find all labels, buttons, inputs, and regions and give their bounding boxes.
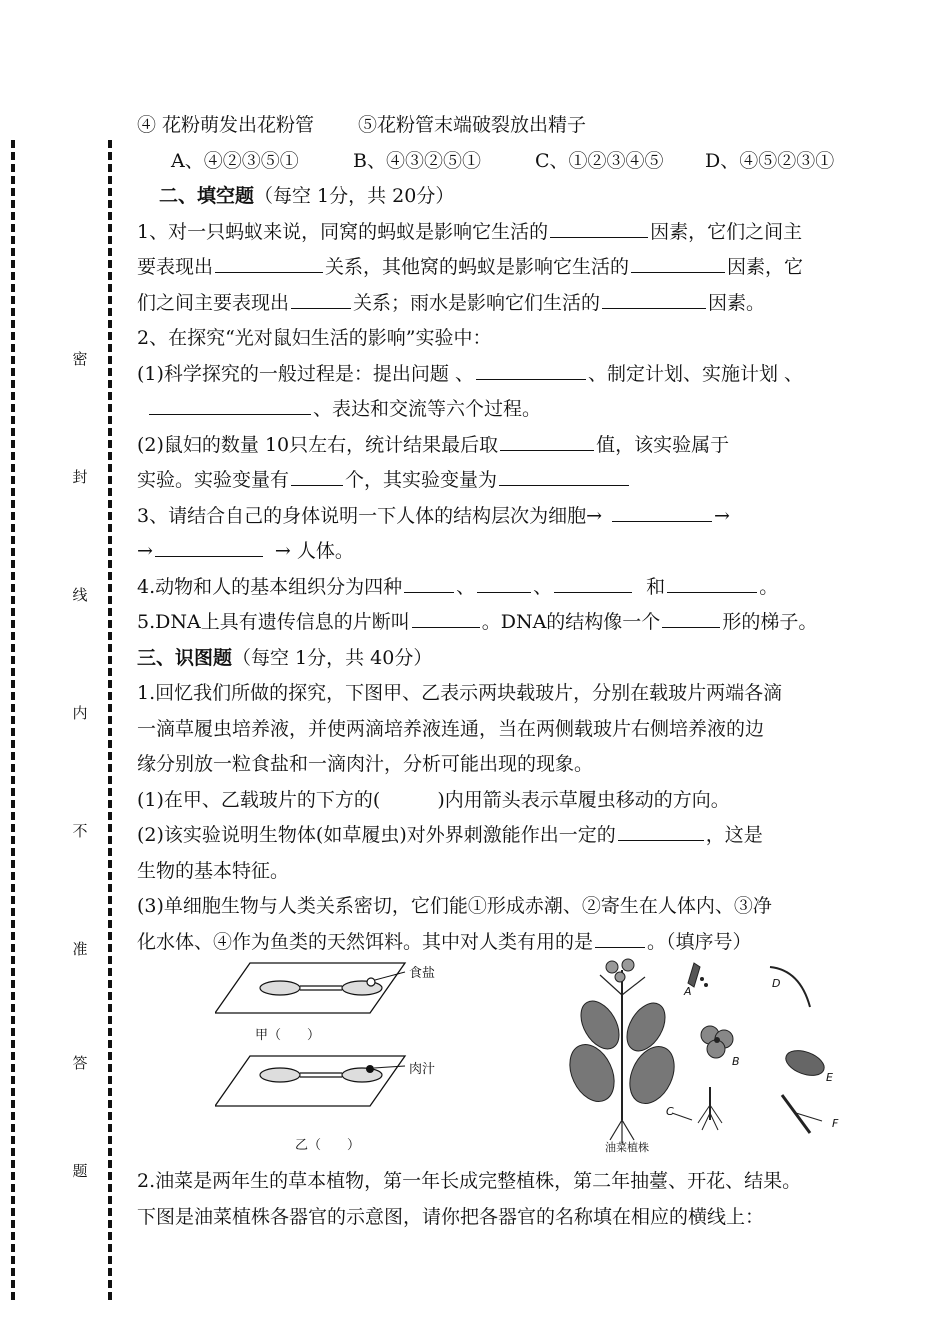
s3q1-text: 。（填序号） (647, 930, 752, 953)
answer-blank[interactable] (215, 250, 323, 273)
q2-text: 2、在探究“光对鼠妇生活的影响”实验中： (137, 327, 492, 349)
section-2-title: 二、填空题 (159, 185, 255, 207)
binding-line-right (108, 140, 112, 1300)
q5-text: 5.DNA上具有遗传信息的片断叫 (137, 611, 410, 633)
plant-illustration (561, 959, 683, 1143)
answer-blank[interactable] (499, 463, 629, 486)
s3q1-text: 一滴草履虫培养液，并使两滴培养液连通，当在两侧载玻片右侧培养液的边 (137, 717, 765, 740)
s3q2-line-1 (137, 1164, 882, 1200)
q2-line-4 (137, 463, 882, 499)
salt-grain (367, 978, 375, 986)
q4-line (137, 570, 882, 606)
q4-text: 。 (759, 575, 779, 598)
organ-label-a: A (684, 985, 692, 998)
answer-blank[interactable] (612, 499, 712, 522)
section-3-title: 三、识图题 (137, 646, 233, 669)
choice-row (137, 144, 882, 180)
q1-text: 因素，它 (727, 256, 804, 278)
seal-char-5: 不 (72, 822, 88, 840)
q2-line-1 (137, 357, 882, 393)
answer-blank[interactable] (476, 357, 586, 380)
exam-content (137, 108, 882, 960)
organ-label-d: D (772, 977, 781, 990)
answer-blank[interactable] (149, 392, 311, 415)
culture-drop-right (342, 981, 382, 995)
s3q2-text: 2.油菜是两年生的草本植物，第一年长成完整植株，第二年抽薹、开花、结果。 (137, 1170, 802, 1192)
s3q2-block (137, 1164, 882, 1235)
answer-blank[interactable] (500, 428, 594, 451)
choice-c: C、①②③④⑤ (535, 149, 664, 172)
s3q1-sub-1 (137, 783, 882, 819)
q5-text: 。DNA的结构像一个 (481, 611, 661, 633)
choice-d: D、④⑤②③① (705, 149, 835, 172)
answer-blank[interactable] (404, 570, 454, 593)
option-item-5: ⑤花粉管末端破裂放出精子 (358, 114, 587, 136)
answer-blank[interactable] (477, 570, 531, 593)
section-2-note: （每空 1分，共 20分） (254, 185, 455, 207)
answer-blank[interactable] (155, 534, 263, 557)
seal-char-3: 线 (72, 586, 88, 604)
q1-text: 因素。 (708, 291, 766, 314)
answer-blank[interactable] (550, 215, 648, 238)
arrow-icon: → (714, 504, 730, 527)
answer-blank[interactable] (602, 286, 706, 309)
seal-char-6: 准 (72, 940, 88, 958)
broth-drop (366, 1065, 374, 1073)
q2-line-3 (137, 428, 882, 464)
s3q1-text: (1)在甲、乙载玻片的下方的( )内用箭头表示草履虫移动的方向。 (137, 788, 730, 811)
q5-line (137, 605, 882, 641)
q1-line-1 (137, 215, 882, 251)
culture-drop-left (260, 1068, 300, 1082)
s3q1-text: ，这是 (705, 824, 763, 846)
answer-blank[interactable] (554, 570, 632, 593)
q2-intro (137, 321, 882, 357)
organ-label-e: E (826, 1071, 833, 1084)
salt-pointer (375, 972, 405, 980)
culture-drop-left (260, 981, 300, 995)
s3q1-text: 缘分别放一粒食盐和一滴肉汁，分析可能出现的现象。 (137, 753, 594, 775)
seal-char-2: 封 (72, 468, 88, 486)
s3q1-sub-3 (137, 889, 882, 925)
seal-char-8: 题 (72, 1162, 88, 1180)
culture-drop-right (342, 1068, 382, 1082)
q1-text: 关系；雨水是影响它们生活的 (353, 291, 601, 314)
yi-label: 乙（ ） (295, 1138, 361, 1153)
seal-char-1: 密 (72, 350, 88, 368)
q4-text: 4.动物和人的基本组织分为四种 (137, 575, 403, 598)
s3q2-line-2 (137, 1200, 882, 1236)
q1-text: 要表现出 (137, 256, 214, 278)
organ-label-c: C (666, 1105, 674, 1118)
answer-blank[interactable] (412, 605, 480, 628)
rapeseed-figure (560, 955, 850, 1155)
slide-yi (215, 1056, 405, 1106)
q1-line-2 (137, 250, 882, 286)
seal-char-7: 答 (72, 1054, 88, 1072)
binding-line-left (11, 140, 15, 1300)
s3q1-line-2 (137, 712, 882, 748)
broth-label: 肉汁 (409, 1062, 436, 1077)
answer-blank[interactable] (662, 605, 720, 628)
seal-char-4: 内 (72, 704, 88, 722)
q1-line-3 (137, 286, 882, 322)
choice-a: A、④②③⑤① (171, 149, 299, 172)
q2-text: 、表达和交流等六个过程。 (313, 398, 542, 420)
answer-blank[interactable] (291, 463, 343, 486)
s3q1-text: (3)单细胞生物与人类关系密切，它们能①形成赤潮、②寄生在人体内、③净 (137, 895, 772, 917)
organ-b-flower (701, 1026, 733, 1058)
q3-line-1 (137, 499, 882, 535)
plant-caption: 油菜植株 (605, 1141, 649, 1154)
q1-text: 们之间主要表现出 (137, 291, 290, 314)
s3q1-line-3 (137, 747, 882, 783)
q4-text: 、 (533, 575, 553, 598)
section-3-note: （每空 1分，共 40分） (232, 646, 433, 669)
answer-blank[interactable] (667, 570, 757, 593)
q4-text: 和 (646, 575, 666, 598)
s3q1-text: 1.回忆我们所做的探究，下图甲、乙表示两块载玻片，分别在载玻片两端各滴 (137, 682, 783, 704)
organ-label-f: F (832, 1117, 839, 1130)
organ-c-root (672, 1087, 722, 1130)
organ-e-leaf (782, 1046, 827, 1080)
organ-a-fruit (688, 963, 708, 987)
broth-pointer (374, 1066, 405, 1068)
s3q1-text: 化水体、④作为鱼类的天然饵料。其中对人类有用的是 (137, 930, 594, 953)
q2-text: (1)科学探究的一般过程是：提出问题 、 (137, 362, 474, 385)
organ-label-b: B (732, 1055, 740, 1068)
prev-question-items (137, 108, 882, 144)
q2-text: 个，其实验变量为 (345, 469, 498, 491)
s3q1-text: 生物的基本特征。 (137, 859, 290, 882)
q3-text: 3、请结合自己的身体说明一下人体的结构层次为细胞→ (137, 504, 603, 527)
q1-text: 1、对一只蚂蚁来说，同窝的蚂蚁是影响它生活的 (137, 220, 549, 243)
q2-text: 值，该实验属于 (596, 433, 730, 456)
s3q2-text: 下图是油菜植株各器官的示意图，请你把各器官的名称填在相应的横线上： (137, 1205, 765, 1228)
answer-blank[interactable] (595, 925, 645, 948)
q2-line-2 (137, 392, 882, 428)
answer-blank[interactable] (618, 818, 704, 841)
arrow-icon: → (137, 540, 153, 562)
organ-f-stem (782, 1095, 822, 1133)
slide-figure (215, 958, 455, 1158)
s3q1-line-1 (137, 676, 882, 712)
q2-text: 实验。实验变量有 (137, 469, 290, 491)
answer-blank[interactable] (631, 250, 725, 273)
q2-text: (2)鼠妇的数量 10只左右，统计结果最后取 (137, 433, 499, 456)
q3-line-2 (137, 534, 882, 570)
q3-text: → 人体。 (274, 540, 354, 562)
q1-text: 因素，它们之间主 (650, 220, 803, 243)
choice-b: B、④③②⑤① (353, 149, 481, 172)
q5-text: 形的梯子。 (722, 611, 818, 633)
answer-blank[interactable] (291, 286, 351, 309)
s3q1-sub-2b (137, 854, 882, 890)
q2-text: 、制定计划、实施计划 、 (587, 362, 804, 385)
q4-text: 、 (456, 575, 476, 598)
plant-drawing (560, 955, 850, 1155)
s3q1-sub-2 (137, 818, 882, 854)
section-2-heading (137, 179, 882, 215)
section-3-heading (137, 641, 882, 677)
jia-label: 甲（ ） (255, 1028, 321, 1043)
q1-text: 关系，其他窝的蚂蚁是影响它生活的 (325, 256, 630, 278)
salt-label: 食盐 (409, 966, 436, 981)
s3q1-text: (2)该实验说明生物体(如草履虫)对外界刺激能作出一定的 (137, 824, 616, 846)
option-item-4: ④ 花粉萌发出花粉管 (137, 114, 315, 136)
